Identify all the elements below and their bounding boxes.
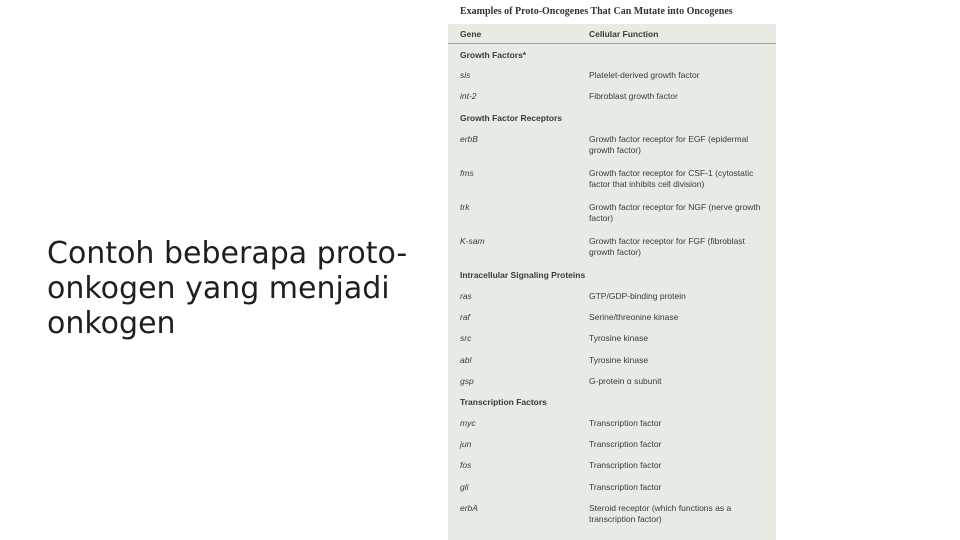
table-row — [448, 129, 776, 163]
slide-text-line: onkogen — [47, 306, 176, 341]
gene-cell: jun — [460, 439, 472, 450]
header-gene: Gene — [460, 28, 482, 39]
gene-cell: fos — [460, 460, 472, 471]
gene-cell: trk — [460, 201, 470, 212]
header-function: Cellular Function — [589, 28, 659, 39]
gene-cell: ras — [460, 290, 472, 301]
function-cell: Tyrosine kinase — [589, 333, 649, 344]
slide-text-line: onkogen yang menjadi — [47, 271, 390, 306]
table-row — [448, 231, 776, 265]
function-cell: Platelet-derived growth factor — [589, 70, 700, 81]
table-row — [448, 477, 776, 498]
table-title: Examples of Proto-Oncogenes That Can Mutate into Oncogenes — [448, 0, 776, 24]
slide-body-text — [47, 236, 447, 341]
category-intracellular-signaling: Intracellular Signaling Proteins — [460, 270, 586, 281]
gene-cell: myc — [460, 418, 476, 429]
oncogene-table — [448, 0, 776, 540]
table-row — [448, 307, 776, 328]
gene-cell: sis — [460, 70, 471, 81]
table-row — [448, 371, 776, 392]
function-cell: Fibroblast growth factor — [589, 91, 678, 102]
table-row — [448, 286, 776, 307]
function-cell: GTP/GDP-binding protein — [589, 290, 686, 301]
gene-cell: gli — [460, 481, 469, 492]
gene-cell: raf — [460, 312, 470, 323]
function-cell: G-protein α subunit — [589, 375, 662, 386]
table-row — [448, 197, 776, 231]
category-growth-factors: Growth Factors* — [460, 49, 527, 60]
table-row — [448, 328, 776, 349]
function-cell: Transcription factor — [589, 439, 662, 450]
function-cell: Growth factor receptor for NGF (nerve growth factor) — [589, 201, 761, 224]
gene-cell: erbB — [460, 133, 478, 144]
function-cell: Serine/threonine kinase — [589, 312, 679, 323]
function-cell: Tyrosine kinase — [589, 354, 649, 365]
category-transcription-factors: Transcription Factors — [460, 397, 547, 408]
category-growth-factor-receptors: Growth Factor Receptors — [460, 113, 563, 124]
slide-text-line: Contoh beberapa proto- — [47, 236, 408, 271]
gene-cell: src — [460, 333, 472, 344]
function-cell: Growth factor receptor for EGF (epidermal growth factor) — [589, 133, 749, 156]
table-row — [448, 455, 776, 476]
function-cell: Steroid receptor (which functions as a transcription factor) — [589, 502, 732, 525]
table-row — [448, 434, 776, 455]
table-row — [448, 413, 776, 434]
function-cell: Transcription factor — [589, 460, 662, 471]
gene-cell: erbA — [460, 502, 478, 513]
table-header-row — [448, 24, 776, 44]
gene-cell: abl — [460, 354, 472, 365]
table-row — [448, 498, 776, 532]
gene-cell: fms — [460, 167, 474, 178]
table-row — [448, 65, 776, 86]
gene-cell: gsp — [460, 375, 474, 386]
table-row — [448, 86, 776, 107]
table-row — [448, 163, 776, 197]
function-cell: Transcription factor — [589, 418, 662, 429]
function-cell: Growth factor receptor for FGF (fibroblast growth factor) — [589, 235, 745, 258]
table-row — [448, 350, 776, 371]
function-cell: Transcription factor — [589, 481, 662, 492]
gene-cell: K-sam — [460, 235, 485, 246]
gene-cell: int-2 — [460, 91, 477, 102]
function-cell: Growth factor receptor for CSF-1 (cytostatic factor that inhibits cell division) — [589, 167, 754, 190]
